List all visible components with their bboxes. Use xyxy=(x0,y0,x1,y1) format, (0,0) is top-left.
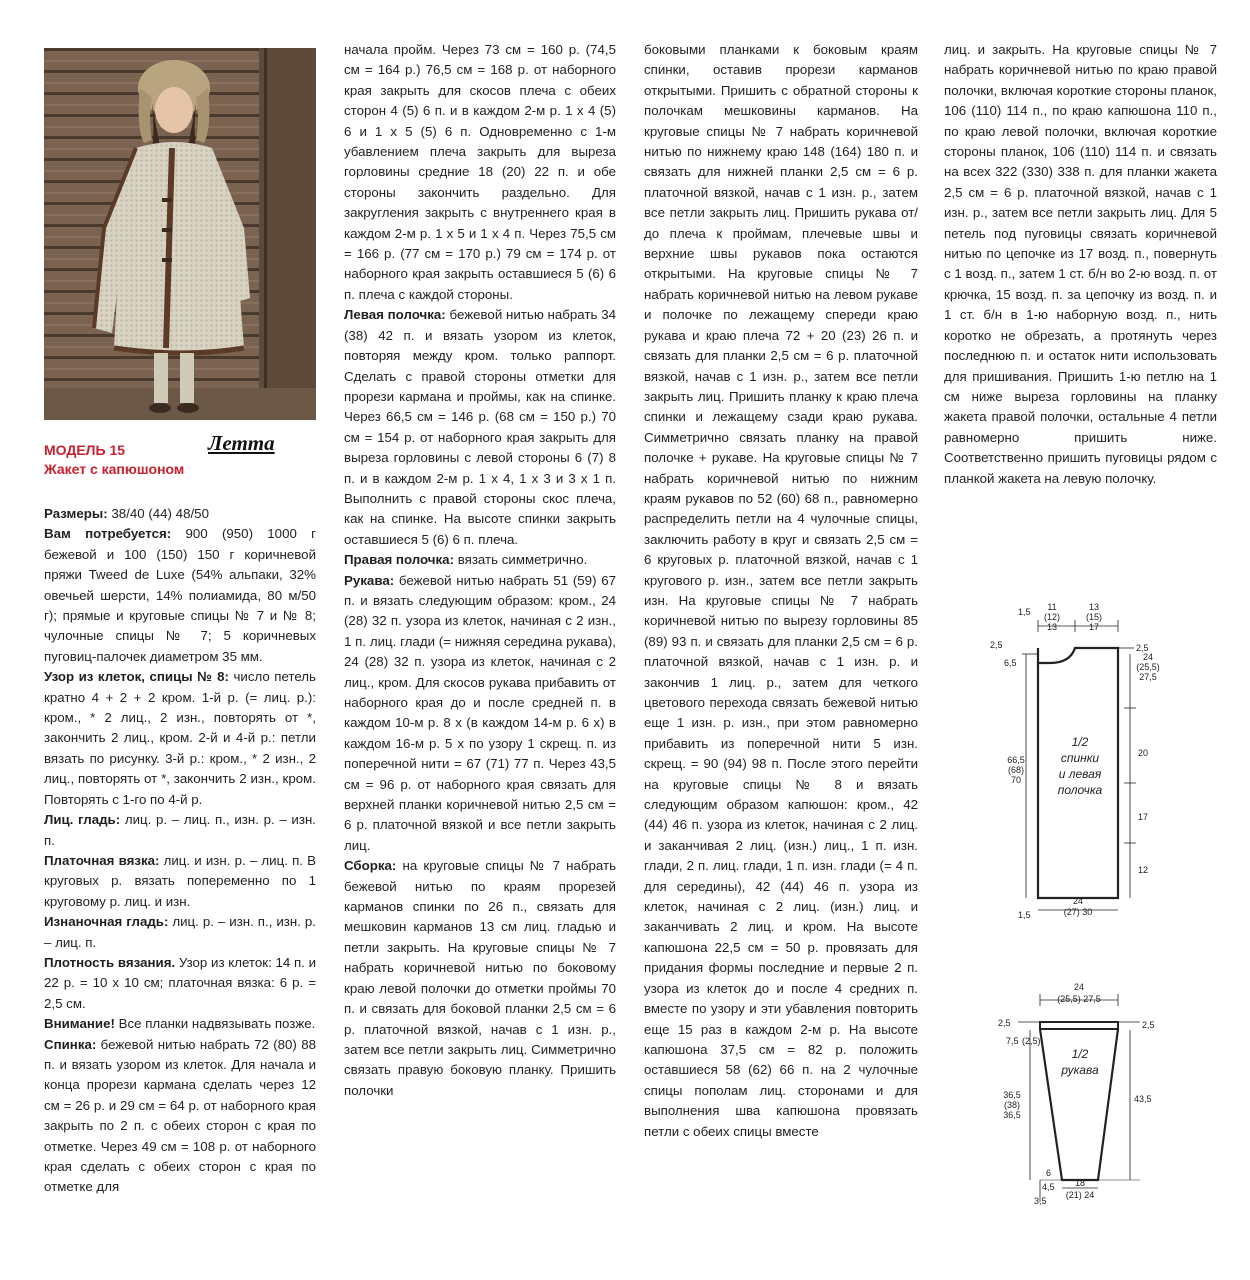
column-2 xyxy=(344,40,616,1101)
svg-text:11: 11 xyxy=(1047,602,1057,612)
svg-text:(15): (15) xyxy=(1085,612,1103,622)
svg-text:(25,5) 27,5: (25,5) 27,5 xyxy=(1057,994,1101,1004)
svg-text:6: 6 xyxy=(1046,1168,1052,1178)
svg-text:36,5: 36,5 xyxy=(1003,1110,1021,1120)
svg-text:36,5: 36,5 xyxy=(1003,1090,1021,1100)
paragraph-back-cont: начала пройм. Через 73 см = 160 р. (74,5 см = 164 р.) 76,5 см = 168 р. от наборного края закрыть для скосов плеча с обеих сторон 4 (5) 6 п. и в каждом 2-м р. 1 х 4 (5) 6 и 1 х 5 (5) 6 п. Одновременно с 1-м убавлением плеча закрыть для выреза горловины средние 18 (20) 22 п. и обе стороны закончить раздельно. Для закругления закрыть с внутреннего края в каждом 2-м р. 1 х 5 и 1 х 4 п. Через 75,5 см = 166 р. (77 см = 170 р.) 79 см = 174 р. от наборного края закрыть оставшиеся 5 (6) 6 п. плеча с каждой стороны. xyxy=(344,42,616,302)
svg-text:и левая: и левая xyxy=(1058,767,1102,781)
svg-text:20: 20 xyxy=(1138,748,1149,758)
model-heading xyxy=(44,441,184,479)
paragraph-attention: Внимание! Все планки надвязывать позже. xyxy=(44,1016,316,1032)
model-number: МОДЕЛЬ 15 xyxy=(44,442,126,458)
schematic-back-front xyxy=(990,598,1190,923)
svg-text:27,5: 27,5 xyxy=(1139,672,1157,682)
paragraph-assembly-cont: боковыми планками к боковым краям спинки, оставив прорези карманов открытыми. Пришить с обратной стороны к полочкам мешковины карманов. На круговые спицы № 7 набрать коричневой нитью по нижнему краю 148 (164) 180 п. и связать для нижней планки 2,5 см = 6 р. платочной вязкой, начав с 1 изн. р., затем все петли закрыть лиц. Пришить рукава от/до плеча к проймам, плечевые швы и верхние швы рукавов пока остаются открытыми. На круговые спицы № 7 набрать коричневой нитью на левом рукаве и полочке по лежащему спереди краю рукава и краю плеча 72 + 20 (23) 26 п. и связать для планки 2,5 см = 6 р. платочной вязкой, начав с 1 изн. р., затем все петли закрыть лиц. Пришить планку к краю плеча спинки и лежащему сзади краю рукава. Симметрично связать планку на правой полочке + рукаве. На круговые спицы № 7 набрать коричневой нитью по нижним краям рукавов по 52 (60) 68 п., равномерно распределить петли на 4 чулочные спицы, заключить работу в круг и связать 2,5 см = 6 круговых р. платочной вязкой, начав с 1 кругового р. изн., затем все петли закрыть изн. На круговые спицы № 7 набрать коричневой нитью по вырезу горловины 85 (89) 93 п. и связать для планки 2,5 см = 6 р. платочной вязкой, начав с 1 изн. р. и закончив 1 лиц. р., затем для четкого цветового перехода связать бежевой нитью еще 1 изн. р. изн., при этом равномерно прибавить из поперечной нити 5 изн. скрещ. = 90 (94) 98 п. После этого перейти на круговые спицы № 8 и вязать следующим образом капюшон: кром., 42 (44) 46 п. узора из клеток, начиная с 2 лиц. и заканчивая 2 лиц. (изн.) лиц., 1 п. изн. глади, 2 п. лиц. глади, 1 п. изн. глади (= 4 п. для середины), 42 (44) 46 п. узора из клеток, начиная с 2 лиц. (изн.) лиц. и заканчивать 2 лиц. и кром. На высоте капюшона 22,5 см = 50 р. провязать для придания формы последние и первые 2 п. узора из клеток до и после 4 средних п. вместе по узору и эти убавления повторить еще 15 раз в каждом 2-м р. На высоте капюшона 37,5 см = 82 р. положить оставшиеся 58 (62) 66 п. на 2 чулочные спицы пополам лиц. сторонами и для выполнения шва капюшона провязать петли с обеих спицы вместе xyxy=(644,42,918,1139)
column-3 xyxy=(644,40,918,1142)
paragraph-finishing: лиц. и закрыть. На круговые спицы № 7 набрать коричневой нитью по краю правой полочки, включая короткие стороны планок, 106 (110) 114 п., по краю капюшона 110 п., по краю левой полочки, включая короткие стороны планок, 106 (110) 114 п. и связать на всех 322 (330) 338 п. для планки жакета 2,5 см = 6 р. платочной вязкой, начав с 1 изн. р., затем все петли закрыть лиц. Для 5 петель под пуговицы связать коричневой нитью по цепочке из 17 возд. п., повернуть с 1 возд. п., затем 1 ст. б/н во 2-ю возд. п. от крючка, 15 возд. п. за цепочку из возд. п. и 1 ст. б/н в 1-ю наборную возд. п., нить коротко не обрезать, а протянуть через последнюю п. и остаток нити использовать для пришивания. Пришить 1-ю петлю на 1 см ниже выреза горловины на планку жакета правой полочки, остальные 4 петли равномерно пришить ниже. Соответственно пришить пуговицы рядом с планкой жакета на левую полочку. xyxy=(944,42,1217,486)
svg-text:13: 13 xyxy=(1046,622,1058,632)
svg-text:6,5: 6,5 xyxy=(1004,658,1017,668)
svg-text:(2,5): (2,5) xyxy=(1022,1036,1041,1046)
dim-1-5: 1,5 xyxy=(1018,607,1031,617)
svg-text:(21) 24: (21) 24 xyxy=(1065,1190,1095,1200)
svg-text:70: 70 xyxy=(1010,775,1022,785)
svg-text:2,5: 2,5 xyxy=(1142,1020,1155,1030)
svg-text:2,5: 2,5 xyxy=(990,640,1003,650)
svg-text:1/2: 1/2 xyxy=(1071,1047,1089,1061)
paragraph-assembly: Сборка: на круговые спицы № 7 набрать бежевой нитью по краям прорезей карманов спинки по 26 п., связать для мешковин карманов 13 см лиц. гладью и петли закрыть. На круговые спицы № 7 набрать коричневой нитью по боковому краю левой полочки до отметки проймы 70 п. и связать для боковой планки 2,5 см = 6 р. платочной вязкой, начав с 1 изн. р., затем все петли закрыть лиц. Симметрично связать правую боковую планку. Пришить полочки xyxy=(344,858,616,1098)
svg-text:24: 24 xyxy=(1142,652,1154,662)
jacket-photo-illustration xyxy=(44,48,316,420)
svg-text:4,5: 4,5 xyxy=(1042,1182,1055,1192)
model-subtitle: Жакет с капюшоном xyxy=(44,461,185,477)
paragraph-check-pattern: Узор из клеток, спицы № 8: число петель кратно 4 + 2 + 2 кром. 1-й р. (= лиц. р.): кром., * 2 лиц., 2 изн., повторять от *, закончить 2 лиц., кром. 2-й и 4-й р.: петли вязать по рисунку. 3-й р.: кром., * 2 изн., 2 лиц., повторять от *, закончить 2 изн., кром. Повторять с 1-го по 4-й р. xyxy=(44,669,316,807)
column-1 xyxy=(44,504,316,1198)
svg-text:полочка: полочка xyxy=(1057,783,1103,797)
svg-text:43,5: 43,5 xyxy=(1134,1094,1152,1104)
svg-text:13: 13 xyxy=(1088,602,1100,612)
paragraph-garter: Платочная вязка: лиц. и изн. р. – лиц. п. В круговых р. вязать попеременно по 1 круговому р. лиц. и изн. xyxy=(44,852,316,909)
svg-text:3,5: 3,5 xyxy=(1034,1196,1047,1206)
svg-text:17: 17 xyxy=(1138,812,1149,822)
paragraph-stockinette: Лиц. гладь: лиц. р. – лиц. п., изн. р. – изн. п. xyxy=(44,812,316,848)
svg-text:(12): (12) xyxy=(1043,612,1061,622)
svg-text:(25,5): (25,5) xyxy=(1136,662,1160,672)
paragraph-left-front: Левая полочка: бежевой нитью набрать 34 (38) 42 п. и вязать узором из клеток, повторяя между кром. только раппорт. Сделать с правой стороны отметки для прорези кармана и проймы, как на спинке. Через 66,5 см = 146 р. (68 см = 150 р.) 70 см = 154 р. от наборного края закрыть для выреза горловины с левой стороны 6 (7) 8 п. и в каждом 2-м р. 1 х 4, 1 х 3 и 3 х 1 п. Выполнить с правой стороны скос плеча, как на спинке. На высоте спинки закрыть оставшиеся 5 (6) 6 п. плеча. xyxy=(344,307,616,547)
svg-text:1/2: 1/2 xyxy=(1071,735,1089,749)
column-4 xyxy=(944,40,1217,489)
svg-text:(27) 30: (27) 30 xyxy=(1063,907,1093,917)
svg-text:24: 24 xyxy=(1073,982,1085,992)
svg-text:1,5: 1,5 xyxy=(1018,910,1031,920)
svg-text:17: 17 xyxy=(1088,622,1100,632)
svg-text:7,5: 7,5 xyxy=(1006,1036,1019,1046)
schematic-sleeve xyxy=(990,980,1190,1212)
svg-text:24: 24 xyxy=(1072,896,1084,906)
svg-text:спинки: спинки xyxy=(1060,751,1100,765)
paragraph-right-front: Правая полочка: вязать симметрично. xyxy=(344,552,588,568)
paragraph-back: Спинка: бежевой нитью набрать 72 (80) 88 п. и вязать узором из клеток. Для начала и конца прорези кармана сделать через 12 см = 26 р. и 29 см = 64 р. от наборного края закрыть по 2 п. с обеих сторон с края по отметке. Через 49 см = 108 р. от наборного края сделать с обеих сторон с края по отметке для xyxy=(44,1036,316,1195)
paragraph-materials: Вам потребуется: 900 (950) 1000 г бежевой и 100 (150) 150 г коричневой пряжи Tweed de Luxe (54% альпаки, 32% овечьей шерсти, 14% полиамида, 80 м/50 г); прямые и круговые спицы № 7 и № 8; чулочные спицы № 7; 5 коричневых пуговиц-палочек диаметром 35 мм. xyxy=(44,526,317,664)
paragraph-gauge: Плотность вязания. Узор из клеток: 14 п. и 22 р. = 10 х 10 см; платочная вязка: 6 р. = 2,5 см. xyxy=(44,954,317,1011)
paragraph-reverse-stockinette: Изнаночная гладь: лиц. р. – изн. п., изн. р. – лиц. п. xyxy=(44,914,316,950)
svg-text:(68): (68) xyxy=(1007,765,1025,775)
svg-text:18: 18 xyxy=(1074,1178,1086,1188)
svg-text:66,5: 66,5 xyxy=(1007,755,1025,765)
svg-text:12: 12 xyxy=(1138,865,1149,875)
svg-text:(38): (38) xyxy=(1003,1100,1021,1110)
svg-text:2,5: 2,5 xyxy=(1136,643,1149,653)
watermark-letta: Летта xyxy=(208,431,275,455)
paragraph-sizes: Размеры: 38/40 (44) 48/50 xyxy=(44,506,209,521)
svg-text:2,5: 2,5 xyxy=(998,1018,1011,1028)
model-photo xyxy=(44,48,316,420)
svg-text:рукава: рукава xyxy=(1061,1063,1099,1077)
paragraph-sleeves: Рукава: бежевой нитью набрать 51 (59) 67 п. и вязать следующим образом: кром., 24 (28) 32 п. узора из клеток, начиная с 2 изн., 1 п. лиц. глади (= нижняя середина рукава), 24 (28) 32 п. узора из клеток, начиная с 2 лиц., кром. Для скосов рукава прибавить от наборного края до и после средней п. в каждом 10-м р. 8 х (в каждом 14-м р. 6 х) в каждом 16-м р. 5 х по узору 1 скрещ. п. из поперечной нити = 67 (71) 77 п. Через 43,5 см = 96 р. от наборного края связать для верхней планки коричневой нитью 2,5 см = 6 р. платочной вязкой и все петли закрыть лиц. xyxy=(344,572,616,853)
